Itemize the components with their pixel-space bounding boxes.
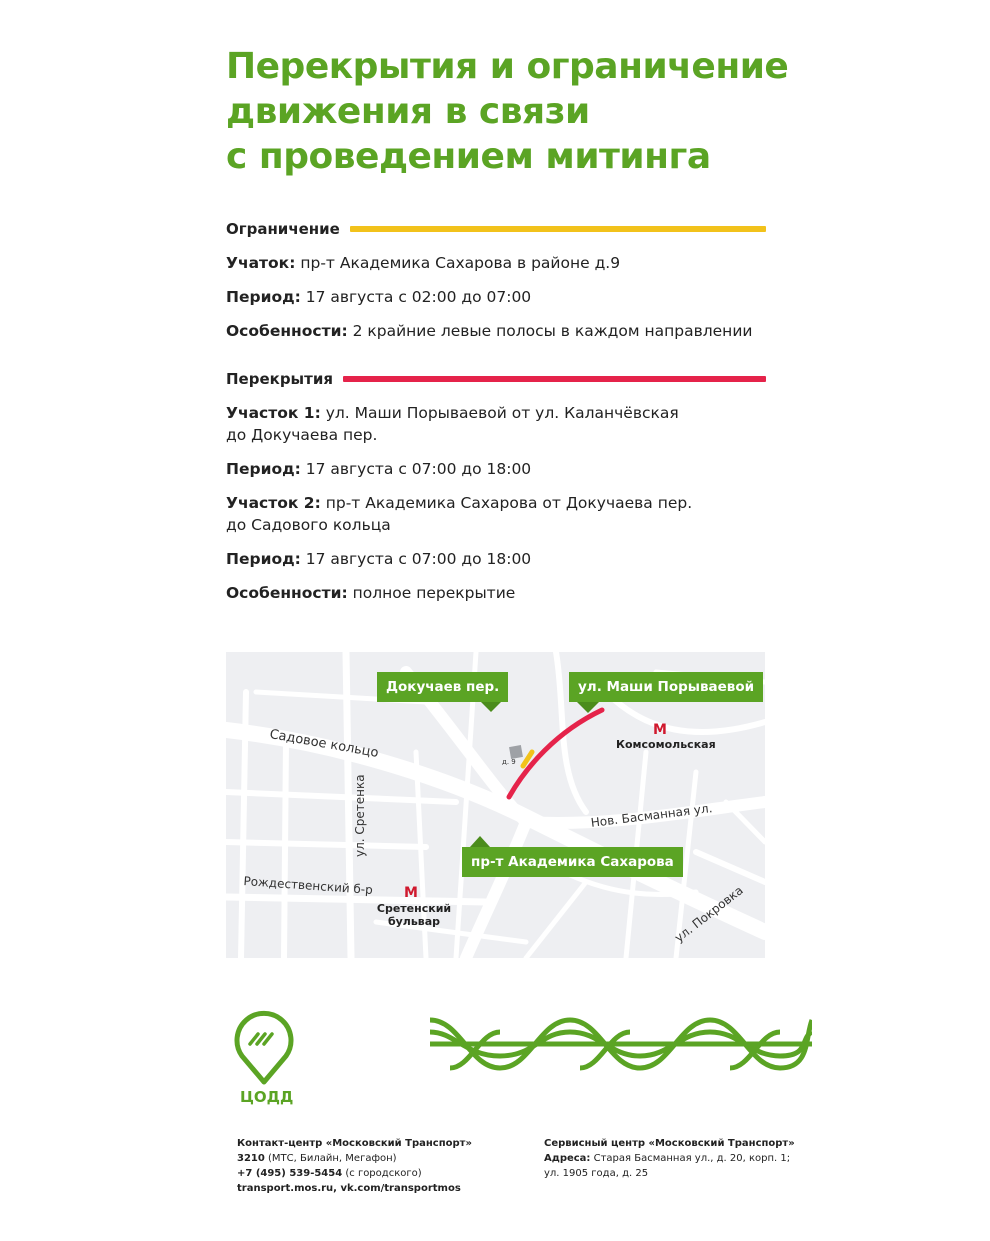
restriction-notes-label: Особенности:	[226, 322, 348, 340]
map-pointer-sakharova	[470, 836, 490, 847]
map-closure-route	[509, 710, 602, 797]
closures-period2-value: 17 августа с 07:00 до 18:00	[305, 550, 532, 568]
metro-label-sretensky	[374, 902, 454, 928]
service-title: Сервисный центр «Московский Транспорт»	[544, 1138, 795, 1149]
restriction-period-row	[226, 286, 786, 308]
map-street	[284, 742, 286, 958]
metro-label-komsomolskaya: Комсомольская	[616, 738, 716, 751]
map-label-building: д. 9	[502, 758, 516, 766]
map-label-rozhdestvensky: Рождественский б-р	[243, 874, 374, 898]
closures-heading-label: Перекрытия	[226, 370, 333, 388]
closures-section1-label: Участок 1:	[226, 404, 321, 422]
closures-notes-row	[226, 582, 786, 604]
restriction-period-value: 17 августа с 02:00 до 07:00	[305, 288, 532, 306]
closures-section1-line2: до Докучаева пер.	[226, 426, 378, 444]
service-addr-label: Адреса:	[544, 1153, 591, 1164]
contact-number-short[interactable]: 3210	[237, 1153, 265, 1164]
restriction-section-label: Учаток:	[226, 254, 296, 272]
metro-label-sretensky-2: бульвар	[387, 915, 441, 928]
wave-ornament-icon	[430, 1008, 812, 1080]
metro-label-sretensky-1: Сретенский	[376, 902, 452, 915]
contact-number-phone[interactable]: +7 (495) 539-5454	[237, 1168, 343, 1179]
closures-section2-row	[226, 492, 786, 536]
map-street	[226, 792, 456, 802]
closures-heading	[226, 367, 766, 391]
page-title	[226, 44, 826, 179]
restriction-heading-label: Ограничение	[226, 220, 340, 238]
map-label-sretenka: ул. Сретенка	[353, 774, 367, 857]
restriction-yellow-bar	[350, 226, 766, 232]
map-label-pokrovka: ул. Покровка	[672, 883, 746, 946]
restriction-heading	[226, 217, 766, 241]
map-tag-dokuchaev[interactable]: Докучаев пер.	[377, 672, 508, 702]
footer-service-center	[544, 1136, 795, 1181]
title-line-2: движения в связи	[226, 91, 590, 132]
closures-section2-line2: до Садового кольца	[226, 516, 391, 534]
map-label-basmannaya: Нов. Басманная ул.	[590, 801, 714, 830]
contact-title: Контакт-центр «Московский Транспорт»	[237, 1138, 472, 1149]
restriction-period-label: Период:	[226, 288, 301, 306]
map[interactable]	[226, 652, 765, 958]
map-pointer-dokuchaev	[480, 701, 502, 712]
closures-notes-label: Особенности:	[226, 584, 348, 602]
codd-logo-icon	[232, 1010, 296, 1088]
closures-period2-row	[226, 548, 786, 570]
map-street	[696, 852, 765, 882]
contact-web-links[interactable]: transport.mos.ru, vk.com/transportmos	[237, 1183, 461, 1194]
map-label-sadovoe: Садовое кольцо	[268, 727, 380, 761]
closures-period1-value: 17 августа с 07:00 до 18:00	[305, 460, 532, 478]
contact-number-short-note: (МТС, Билайн, Мегафон)	[268, 1153, 397, 1164]
metro-icon-sretensky: М	[404, 885, 418, 901]
contact-number-phone-note: (с городского)	[345, 1168, 422, 1179]
closures-section2-label: Участок 2:	[226, 494, 321, 512]
footer-contact-center	[237, 1136, 472, 1196]
map-street	[526, 882, 586, 958]
map-tag-poryvaevoy[interactable]: ул. Маши Порываевой	[569, 672, 763, 702]
closures-section1-line1: ул. Маши Порываевой от ул. Каланчёвская	[325, 404, 679, 422]
restriction-notes-row	[226, 320, 786, 342]
metro-icon-komsomolskaya: М	[653, 722, 667, 738]
closures-section1-row	[226, 402, 786, 446]
restriction-section-row	[226, 252, 786, 274]
map-street	[226, 842, 426, 847]
title-line-3: с проведением митинга	[226, 136, 711, 177]
restriction-section-value: пр-т Академика Сахарова в районе д.9	[300, 254, 621, 272]
closures-period1-row	[226, 458, 786, 480]
closures-period2-label: Период:	[226, 550, 301, 568]
service-addr-1: Старая Басманная ул., д. 20, корп. 1;	[593, 1153, 791, 1164]
closures-section2-line1: пр-т Академика Сахарова от Докучаева пер.	[325, 494, 693, 512]
closures-period1-label: Период:	[226, 460, 301, 478]
map-building-9	[509, 745, 523, 759]
restriction-notes-value: 2 крайние левые полосы в каждом направлении	[352, 322, 753, 340]
map-tag-sakharova[interactable]: пр-т Академика Сахарова	[462, 847, 683, 877]
service-addr-2: ул. 1905 года, д. 25	[544, 1168, 649, 1179]
codd-logo-text: ЦОДД	[240, 1088, 294, 1106]
closures-red-bar	[343, 376, 766, 382]
title-line-1: Перекрытия и ограничение	[226, 46, 789, 87]
closures-notes-value: полное перекрытие	[352, 584, 516, 602]
